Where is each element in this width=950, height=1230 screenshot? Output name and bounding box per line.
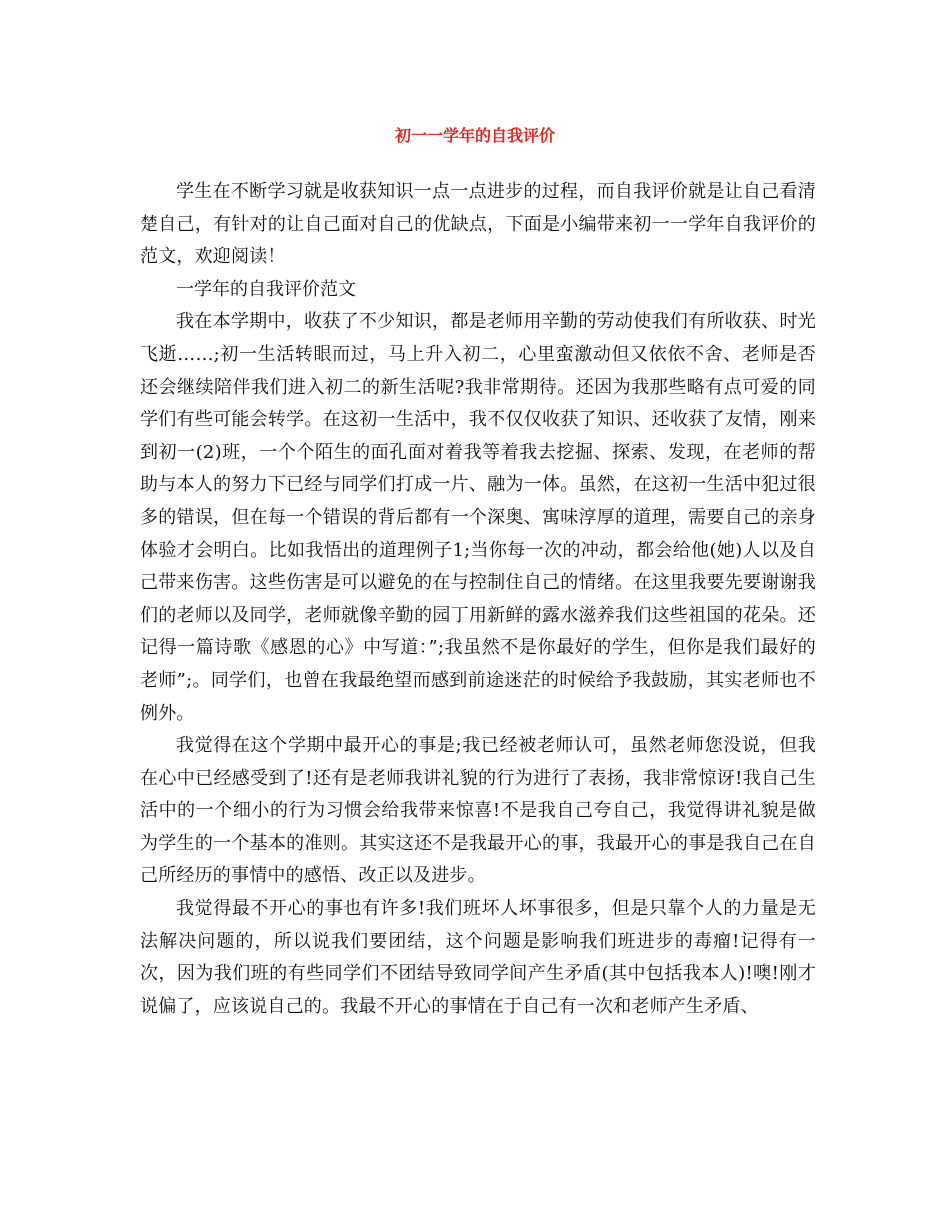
document-title: 初一一学年的自我评价	[394, 126, 555, 145]
section-heading: 一学年的自我评价范文	[176, 278, 356, 300]
body-paragraph-3: 我觉得最不开心的事也有许多!我们班坏人坏事很多，但是只靠个人的力量是无法解决问题的，所以说我们要团结，这个问题是影响我们班进步的毒瘤!记得有一次，因为我们班的有些同学们不团结导致同学间产生矛盾(其中包括我本人)!噢!刚才说偏了，应该说自己的。我最不开心的事情在于自己有一次和老师产生矛盾、	[140, 898, 816, 1017]
intro-paragraph: 学生在不断学习就是收获知识一点一点进步的过程，而自我评价就是让自己看清楚自己，有针对的让自己面对自己的优缺点，下面是小编带来初一一学年自我评价的范文，欢迎阅读！	[140, 181, 816, 268]
body-paragraph-1: 我在本学期中，收获了不少知识，都是老师用辛勤的劳动使我们有所收获、时光飞逝……;初一生活转眼而过，马上升入初二，心里蛮激动但又依依不舍、老师是否还会继续陪伴我们进入初二的新生活呢?我非常期待。还因为我那些略有点可爱的同学们有些可能会转学。在这初一生活中，我不仅仅收获了知识、还收获了友情，刚来到初一(2)班，一个个陌生的面孔面对着我等着我去挖掘、探索、发现，在老师的帮助与本人的努力下已经与同学们打成一片、融为一体。虽然，在这初一生活中犯过很多的错误，但在每一个错误的背后都有一个深奥、寓味淳厚的道理，需要自己的亲身体验才会明白。比如我悟出的道理例子1;当你每一次的冲动，都会给他(她)人以及自己带来伤害。这些伤害是可以避免的在与控制住自己的情绪。在这里我要先要谢谢我们的老师以及同学，老师就像辛勤的园丁用新鲜的露水滋养我们这些祖国的花朵。还记得一篇诗歌《感恩的心》中写道：”;我虽然不是你最好的学生，但你是我们最好的老师”;。同学们，也曾在我最绝望而感到前途迷茫的时候给予我鼓励，其实老师也不例外。	[140, 311, 816, 724]
body-paragraph-2: 我觉得在这个学期中最开心的事是;我已经被老师认可，虽然老师您没说，但我在心中已经感受到了!还有是老师我讲礼貌的行为进行了表扬，我非常惊讶!我自己生活中的一个细小的行为习惯会给我带来惊喜!不是我自己夸自己，我觉得讲礼貌是做为学生的一个基本的准则。其实这还不是我最开心的事，我最开心的事是我自己在自己所经历的事情中的感悟、改正以及进步。	[140, 735, 816, 887]
document-body	[140, 176, 816, 1023]
